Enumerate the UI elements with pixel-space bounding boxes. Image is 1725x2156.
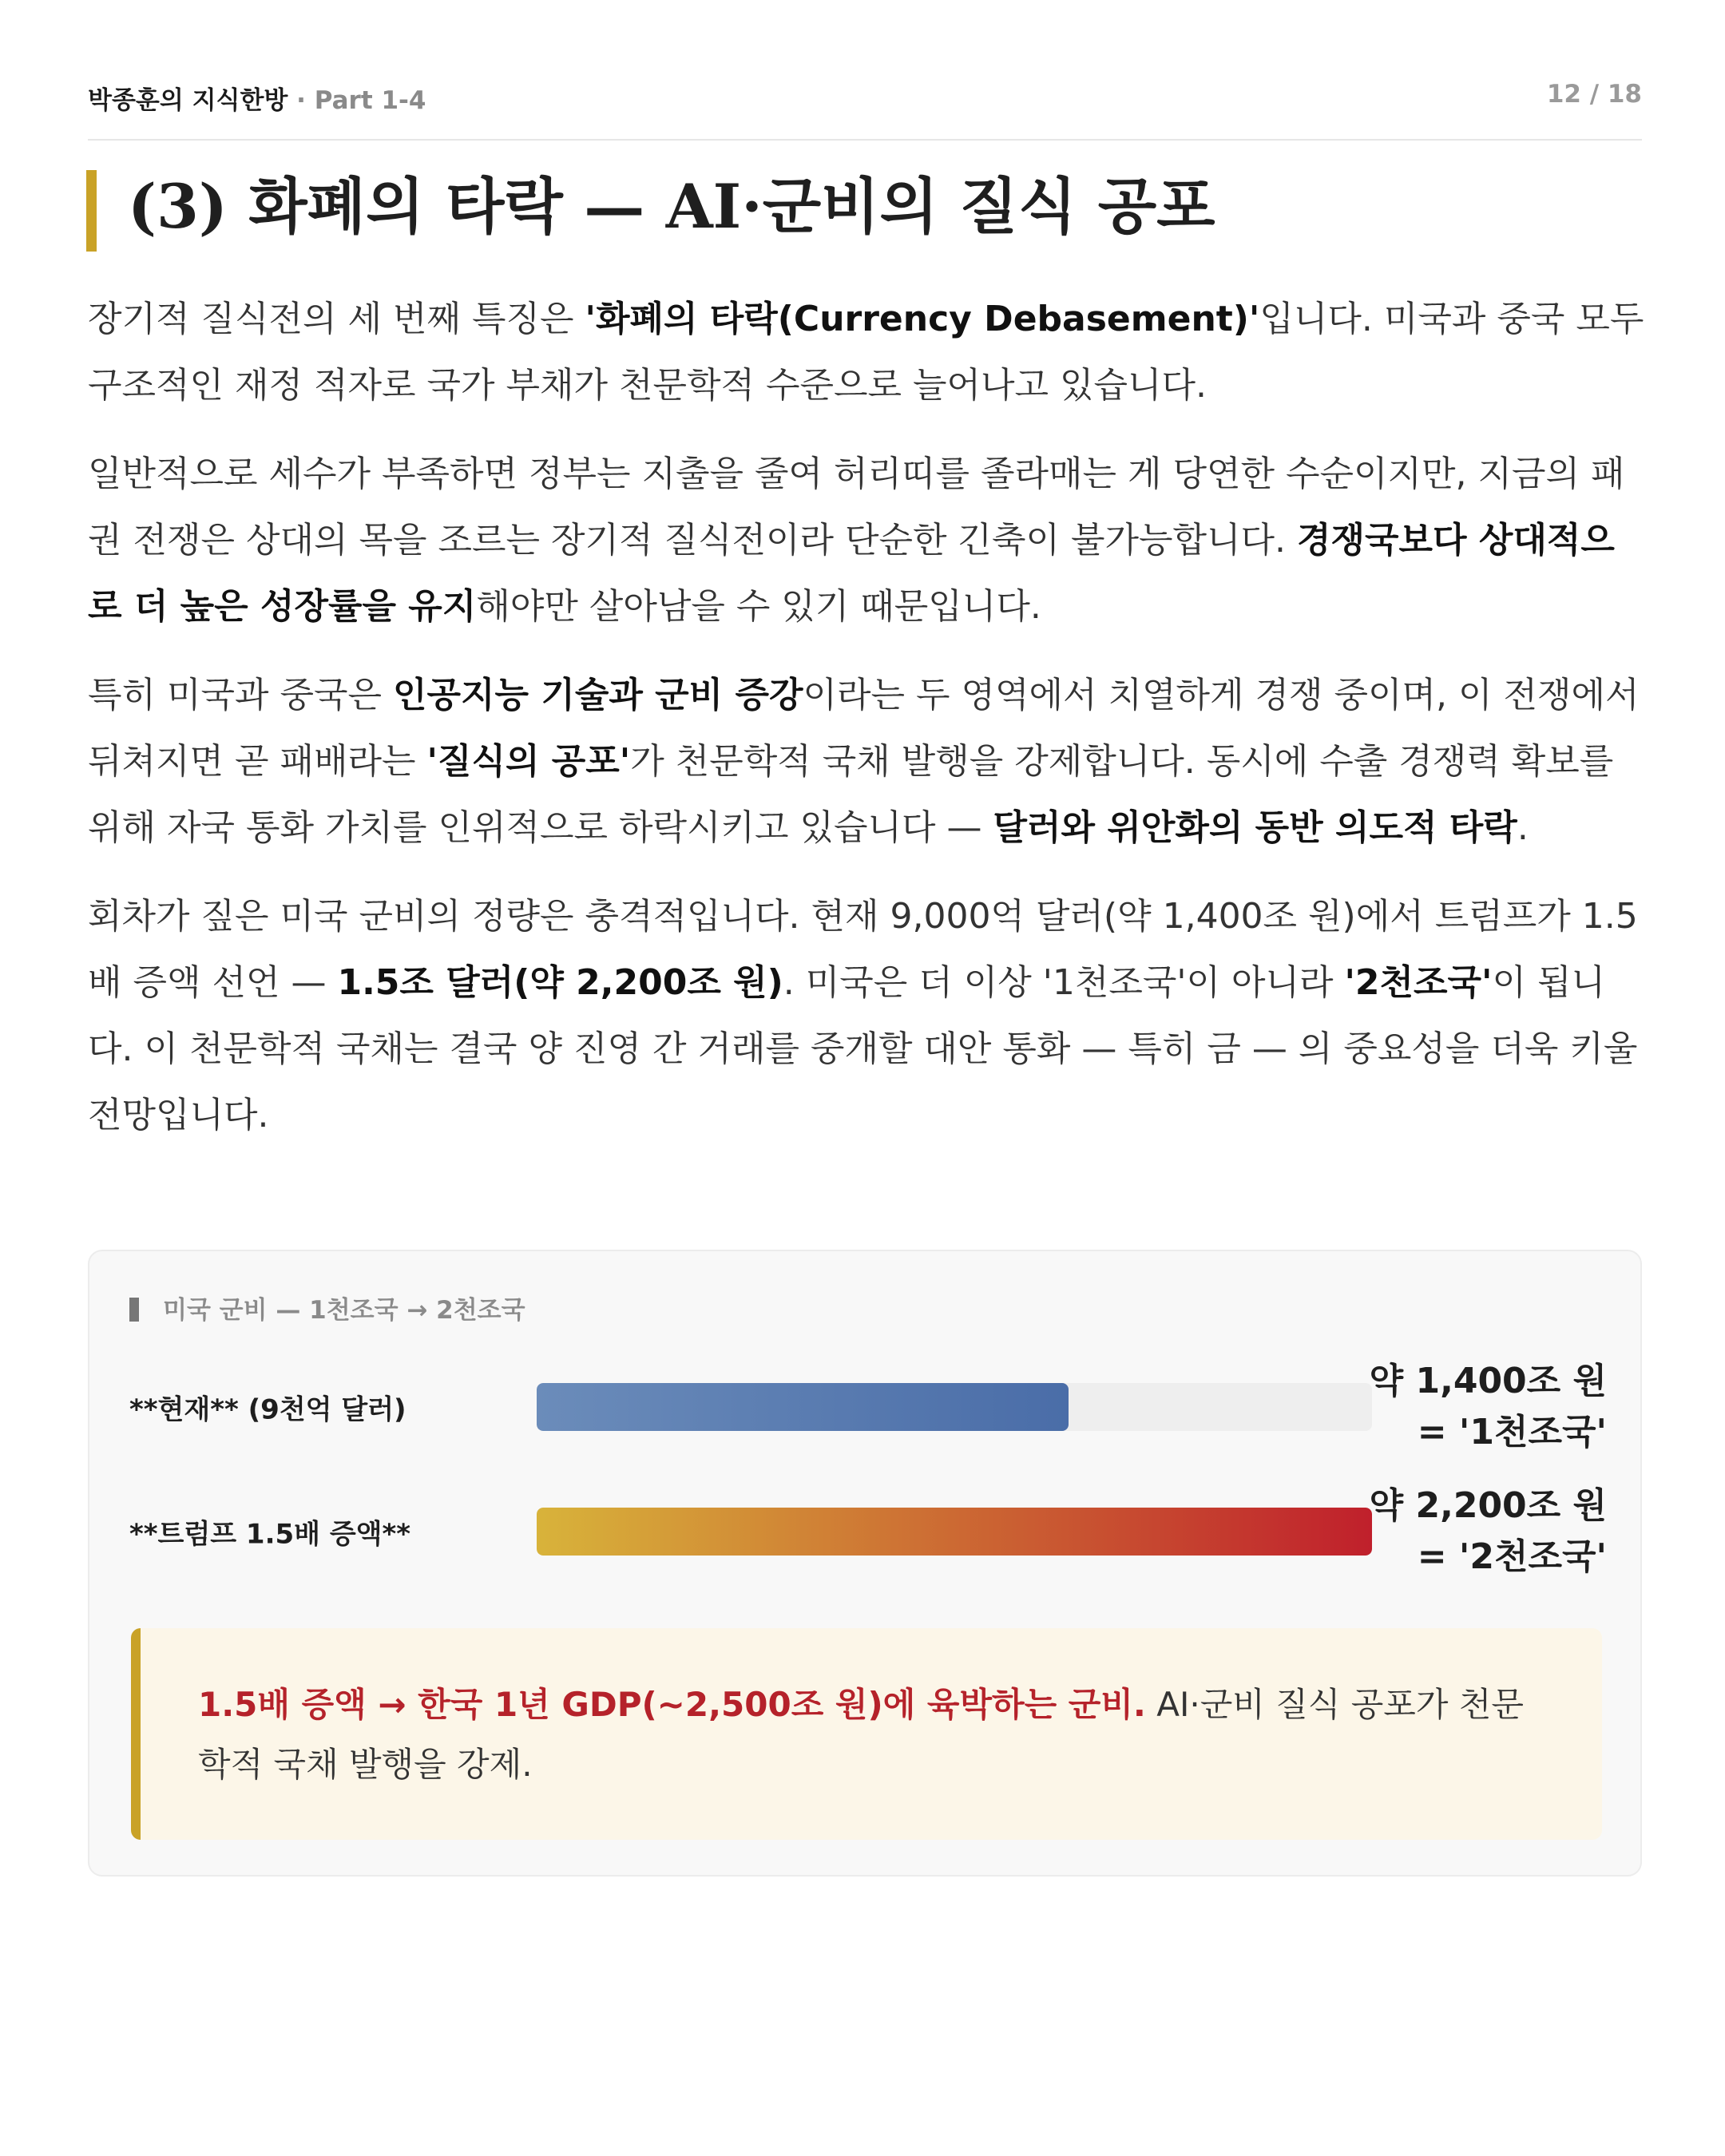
bar-label: **현재** (9천억 달러) [129, 1393, 406, 1426]
bar-marker-icon [129, 1298, 139, 1322]
panel-title-text: 미국 군비 — 1천조국 → 2천조국 [163, 1296, 525, 1325]
bar-value-nickname: = '1천조국' [1417, 1412, 1607, 1453]
text-run: 해야만 살아남을 수 있기 때문입니다. [476, 586, 1041, 627]
part-label: · Part 1-4 [288, 86, 426, 115]
bold-run: 경쟁국보다 상대적으로 더 높은 성장률을 유지 [88, 520, 1615, 627]
text-run: 일반적으로 세수가 부족하면 정부는 지출을 줄여 허리띠를 졸라매는 게 당연한 수순이지만, 지금의 패권 전쟁은 상대의 목을 조르는 장기적 질식전이라 단순한 긴축이 불가능합니다. [88, 454, 1625, 561]
bar-track [537, 1383, 1372, 1431]
panel-title [129, 1290, 525, 1326]
callout-text: AI·군비 질식 공포가 천문학적 국채 발행을 강제. [198, 1685, 1524, 1784]
brand-line [88, 80, 426, 116]
paragraph-1 [88, 286, 1645, 418]
title-accent-bar [86, 170, 97, 252]
bar-current [537, 1383, 1069, 1431]
paragraph-2 [88, 441, 1645, 640]
bold-run: 달러와 위안화의 동반 의도적 타락 [993, 807, 1517, 848]
text-run: . [1517, 807, 1529, 848]
bar-row-current [129, 1347, 1607, 1467]
bar-label: **트럼프 1.5배 증액** [129, 1518, 411, 1551]
article-body [88, 286, 1645, 1171]
bar-value-amount: 약 1,400조 원 [1369, 1361, 1607, 1401]
text-run: . 미국은 더 이상 '1천조국'이 아니라 [783, 962, 1345, 1003]
callout-note [131, 1628, 1602, 1840]
bar-track [537, 1508, 1372, 1556]
text-run: 가 천문학적 국채 발행을 강제합니다. 동시에 수출 경쟁력 확보를 위해 자국 통화 가치를 인위적으로 하락시키고 있습니다 — [88, 741, 1614, 848]
bar-value-label [1370, 1356, 1607, 1458]
military-budget-panel [88, 1250, 1642, 1877]
bar-increase [537, 1508, 1372, 1556]
bar-value-label [1370, 1480, 1607, 1583]
bold-run: 1.5조 달러(약 2,200조 원) [337, 962, 783, 1003]
text-run: 장기적 질식전의 세 번째 특징은 [88, 299, 585, 339]
bold-run: '질식의 공포' [426, 741, 631, 782]
bar-value-amount: 약 2,200조 원 [1369, 1485, 1607, 1526]
bar-row-increase [129, 1472, 1607, 1591]
bar-value-nickname: = '2천조국' [1417, 1536, 1607, 1577]
text-run: 특히 미국과 중국은 [88, 675, 393, 715]
text-run: 이 됩니다. 이 천문학적 국채는 결국 양 진영 간 거래를 중개할 대안 통화 — 특히 금 — 의 중요성을 더욱 키울 전망입니다. [88, 962, 1638, 1135]
section-title: (3) 화폐의 타락 — AI·군비의 질식 공포 [128, 171, 1215, 242]
page-header [88, 77, 1642, 141]
callout-highlight: 1.5배 증액 → 한국 1년 GDP(~2,500조 원)에 육박하는 군비. [198, 1685, 1146, 1724]
text-run: 회차가 짚은 미국 군비의 정량은 충격적입니다. 현재 9,000억 달러(약 1,400조 원)에서 트럼프가 1.5배 증액 선언 — [88, 896, 1638, 1003]
bold-run: '2천조국' [1344, 962, 1493, 1003]
paragraph-3 [88, 662, 1645, 861]
paragraph-4 [88, 883, 1645, 1148]
bold-run: 인공지능 기술과 군비 증강 [393, 675, 803, 715]
bold-run: '화폐의 타락(Currency Debasement)' [585, 299, 1260, 339]
text-run: 이라는 두 영역에서 치열하게 경쟁 중이며, 이 전쟁에서 뒤쳐지면 곧 패배라는 [88, 675, 1640, 782]
brand-name: 박종훈의 지식한방 [88, 86, 288, 115]
page-counter: 12 / 18 [1546, 80, 1642, 109]
text-run: 입니다. 미국과 중국 모두 구조적인 재정 적자로 국가 부채가 천문학적 수준으로 늘어나고 있습니다. [88, 299, 1644, 406]
